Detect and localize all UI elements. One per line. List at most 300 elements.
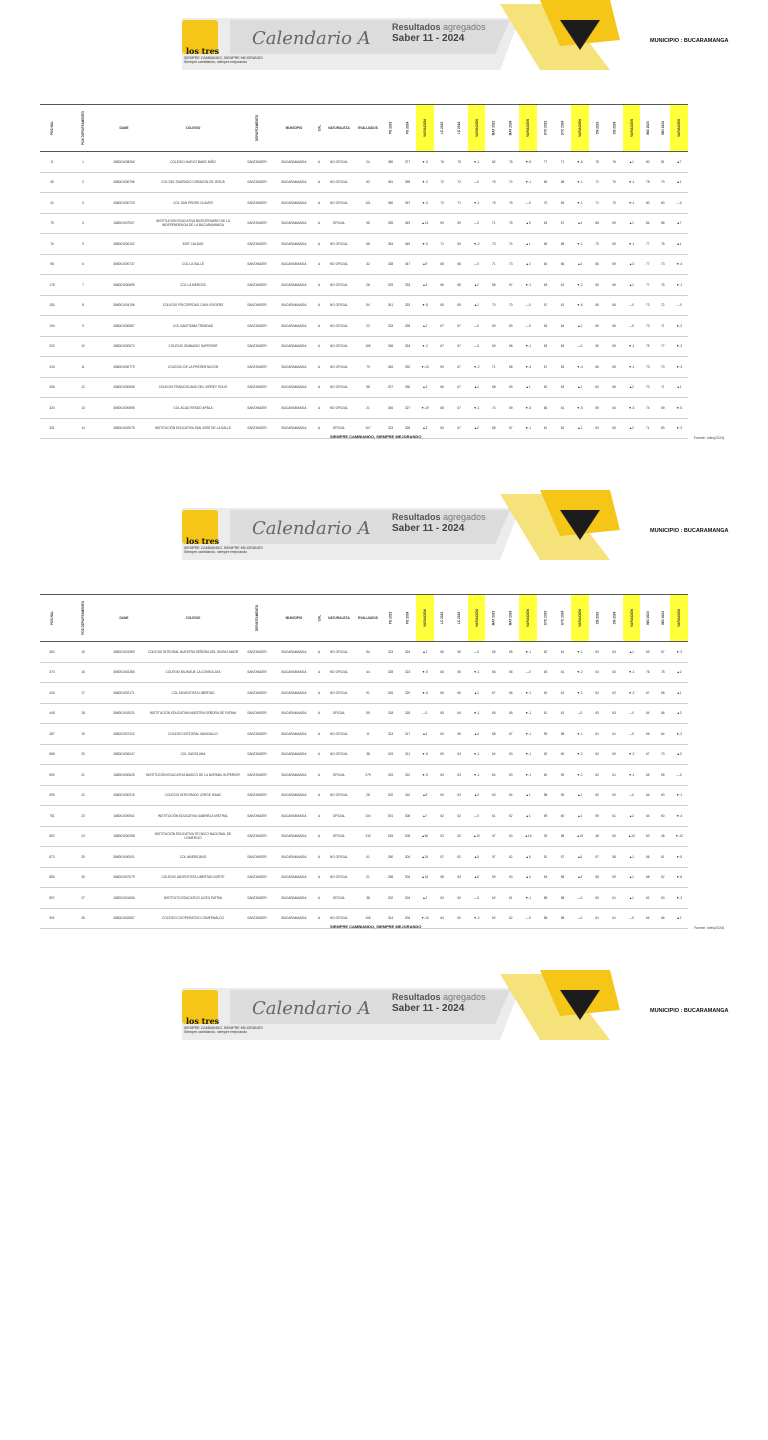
column-header <box>640 105 655 152</box>
table-cell: ▲2 <box>416 316 434 337</box>
calendar-title: Calendario A <box>252 518 371 539</box>
table-cell: ▲4 <box>571 867 589 888</box>
table-cell: 58 <box>537 908 554 929</box>
table-cell: 62 <box>434 806 451 827</box>
municipality-label: MUNICIPIO : BUCARAMANGA <box>650 528 729 534</box>
table-cell: ▲1 <box>519 785 537 806</box>
table-cell: 368001000779 <box>102 357 146 378</box>
table-cell: 91 <box>354 683 382 704</box>
table-cell: —0 <box>623 785 641 806</box>
table-cell: NO OFICIAL <box>324 193 354 214</box>
column-header-label: VARIACIÓN <box>422 609 427 627</box>
table-cell: 74 <box>640 398 655 419</box>
table-cell: 60 <box>640 826 655 847</box>
table-cell: SANTANDER <box>240 254 274 275</box>
table-cell: 5 <box>64 234 102 255</box>
column-header <box>102 105 146 152</box>
table-cell: 58 <box>537 785 554 806</box>
column-header-label: CN 2024 <box>612 121 617 135</box>
table-cell: 69 <box>451 213 468 234</box>
table-cell: ▼-8 <box>416 295 434 316</box>
table-cell: INSTITUCIÓN EDUCATIVA TECNICO NACIONAL DE COMERCIO <box>146 826 240 847</box>
table-cell: BUCARAMANGA <box>274 213 314 234</box>
table-cell: 104 <box>354 806 382 827</box>
column-header <box>468 105 486 152</box>
table-cell: 65 <box>655 765 670 786</box>
column-header <box>64 105 102 152</box>
table-cell: 63 <box>502 867 519 888</box>
table-cell: 336 <box>382 336 399 357</box>
column-header <box>324 595 354 642</box>
column-header-label: ING 2024 <box>660 611 665 625</box>
table-cell: ▼-6 <box>519 152 537 173</box>
column-header-label: MAT 2024 <box>508 610 513 626</box>
table-cell: 314 <box>382 908 399 929</box>
table-cell: 68 <box>485 377 502 398</box>
table-cell: 63 <box>537 275 554 296</box>
table-cell: 64 <box>451 744 468 765</box>
logo-text: los tres <box>186 536 220 546</box>
table-cell: COL SANTA ANA <box>146 744 240 765</box>
column-header <box>655 105 670 152</box>
table-cell: 69 <box>655 398 670 419</box>
column-header-label: VARIACIÓN <box>629 609 634 627</box>
table-cell: 54 <box>354 642 382 663</box>
table-cell: 65 <box>640 765 655 786</box>
table-cell: 323 <box>382 642 399 663</box>
table-cell: NO OFICIAL <box>324 908 354 929</box>
table-cell: 4 <box>64 213 102 234</box>
table-cell: SANTANDER <box>240 357 274 378</box>
table-cell: 61 <box>589 908 606 929</box>
column-header <box>274 595 314 642</box>
table-cell: 60 <box>434 785 451 806</box>
table-cell: 132 <box>354 826 382 847</box>
table-cell: SANTANDER <box>240 295 274 316</box>
table-cell: ▼-1 <box>468 662 486 683</box>
table-cell: 61 <box>485 806 502 827</box>
table-cell: —0 <box>571 908 589 929</box>
results-bold: Resultados <box>392 992 441 1002</box>
table-cell: 320 <box>399 683 416 704</box>
table-cell: 62 <box>537 642 554 663</box>
logo-subtitle: SIEMPRE CAMBIANDO, SIEMPRE MEJORANDO <box>184 56 263 60</box>
table-cell: ▲5 <box>519 213 537 234</box>
table-cell: SANTANDER <box>240 152 274 173</box>
table-cell: ▼-1 <box>571 642 589 663</box>
column-header <box>468 595 486 642</box>
table-cell: ▲1 <box>571 806 589 827</box>
table-cell: 54 <box>354 295 382 316</box>
table-cell: 68 <box>451 254 468 275</box>
column-header <box>64 595 102 642</box>
table-cell: BUCARAMANGA <box>274 254 314 275</box>
table-cell: 14 <box>64 418 102 439</box>
table-cell: BUCARAMANGA <box>274 234 314 255</box>
table-cell: 66 <box>589 316 606 337</box>
table-cell: ▼-5 <box>416 662 434 683</box>
table-cell: ▲2 <box>571 254 589 275</box>
table-cell: A <box>314 254 324 275</box>
table-cell: 304 <box>399 888 416 909</box>
table-cell: BUCARAMANGA <box>274 683 314 704</box>
table-cell: —0 <box>670 193 688 214</box>
table-cell: —0 <box>623 295 641 316</box>
table-cell: 66 <box>655 703 670 724</box>
table-cell: 68 <box>485 724 502 745</box>
table-cell: 62 <box>502 806 519 827</box>
table-cell: ▲2 <box>670 703 688 724</box>
table-cell: ▼-1 <box>468 152 486 173</box>
table-cell: 64 <box>640 785 655 806</box>
column-header <box>485 105 502 152</box>
column-header <box>314 105 324 152</box>
table-cell: 368001006247 <box>102 744 146 765</box>
table-cell: 901 <box>40 908 64 929</box>
page-footer: SIEMPRE CAMBIANDO, SIEMPRE MEJORANDO <box>330 924 422 929</box>
table-cell: 68 <box>502 357 519 378</box>
table-header-row <box>40 595 688 642</box>
table-cell: 333 <box>399 275 416 296</box>
table-row <box>40 744 688 765</box>
table-cell: A <box>314 724 324 745</box>
table-cell: ▲2 <box>623 418 641 439</box>
table-cell: ▲1 <box>623 888 641 909</box>
table-cell: 57 <box>554 847 571 868</box>
table-cell: 66 <box>485 642 502 663</box>
table-cell: 51 <box>537 847 554 868</box>
table-cell: SANTANDER <box>240 398 274 419</box>
table-cell: 76 <box>640 662 655 683</box>
table-cell: 67 <box>502 275 519 296</box>
column-header-label: COLEGIO <box>185 126 201 130</box>
table-cell: 69 <box>606 213 623 234</box>
table-cell: 39 <box>537 826 554 847</box>
table-cell: ▼-2 <box>416 172 434 193</box>
table-cell: 72 <box>451 172 468 193</box>
table-cell: 21 <box>64 765 102 786</box>
table-cell: ▲4 <box>468 724 486 745</box>
table-cell: 326 <box>382 683 399 704</box>
column-header-label: PG 2023 <box>388 611 393 625</box>
table-cell: OFICIAL <box>324 888 354 909</box>
table-cell: 32 <box>354 254 382 275</box>
table-cell: 59 <box>554 765 571 786</box>
table-cell: 24 <box>64 826 102 847</box>
column-header-label: CN 2024 <box>612 611 617 625</box>
table-cell: 308 <box>399 806 416 827</box>
table-cell: 62 <box>451 806 468 827</box>
table-cell: ▲7 <box>416 806 434 827</box>
saber-title: Saber 11 - 2024 <box>392 1003 465 1014</box>
table-cell: 200 <box>40 336 64 357</box>
column-header-label: VARIACIÓN <box>474 119 479 137</box>
table-cell: ▲1 <box>623 213 641 234</box>
table-cell: ▼-6 <box>670 867 688 888</box>
table-cell: ▼-1 <box>519 172 537 193</box>
table-cell: —0 <box>519 193 537 214</box>
table-cell: A <box>314 152 324 173</box>
table-cell: 71 <box>434 234 451 255</box>
table-cell: NO OFICIAL <box>324 275 354 296</box>
column-header-label: MUNICIPIO <box>285 616 303 620</box>
table-cell: 62 <box>434 888 451 909</box>
table-cell: 65 <box>434 703 451 724</box>
table-cell: 62 <box>485 908 502 929</box>
table-cell: 8 <box>40 152 64 173</box>
column-header <box>102 595 146 642</box>
table-cell: ▼-2 <box>623 683 641 704</box>
table-cell: 44 <box>354 662 382 683</box>
table-cell: 668 <box>40 744 64 765</box>
table-cell: 22 <box>354 316 382 337</box>
table-cell: COLEGIO FRANCISCANO DEL VIRREY SOLIS <box>146 377 240 398</box>
column-header <box>324 105 354 152</box>
table-cell: 66 <box>451 683 468 704</box>
table-cell: —0 <box>468 172 486 193</box>
table-cell: —0 <box>571 336 589 357</box>
table-cell: 71 <box>451 193 468 214</box>
table-cell: 70 <box>485 295 502 316</box>
table-cell: 178 <box>40 275 64 296</box>
table-cell: BUCARAMANGA <box>274 724 314 745</box>
table-cell: A <box>314 275 324 296</box>
column-header-label: DEPARTAMENTO <box>254 114 259 142</box>
table-cell: —0 <box>519 662 537 683</box>
table-cell: 61 <box>655 847 670 868</box>
table-row <box>40 703 688 724</box>
table-cell: 79 <box>640 336 655 357</box>
table-cell: ▲1 <box>571 785 589 806</box>
column-header <box>670 595 688 642</box>
table-cell: 73 <box>640 357 655 378</box>
table-cell: 67 <box>451 316 468 337</box>
table-cell: 60 <box>537 765 554 786</box>
column-header <box>606 595 623 642</box>
table-cell: 71 <box>655 377 670 398</box>
header-banner <box>0 0 768 70</box>
table-cell: 331 <box>40 418 64 439</box>
column-header <box>554 105 571 152</box>
table-row <box>40 642 688 663</box>
column-header-label: VARIACIÓN <box>474 609 479 627</box>
table-cell: 70 <box>537 193 554 214</box>
table-row <box>40 847 688 868</box>
table-cell: 28 <box>354 275 382 296</box>
table-cell: 1 <box>64 152 102 173</box>
table-cell: ▲2 <box>623 377 641 398</box>
column-header-label: SYC 2023 <box>543 610 548 626</box>
table-cell: 63 <box>485 785 502 806</box>
table-cell: INSTITUTO EDUCATIVO LICEO PATRIA <box>146 888 240 909</box>
column-header-label: VARIACIÓN <box>629 119 634 137</box>
table-cell: 46 <box>589 826 606 847</box>
table-cell: BUCARAMANGA <box>274 765 314 786</box>
table-cell: 64 <box>606 642 623 663</box>
table-cell: 68 <box>434 398 451 419</box>
table-cell: 64 <box>434 765 451 786</box>
table-cell: 64 <box>485 744 502 765</box>
table-cell: 380 <box>382 152 399 173</box>
table-cell: 54 <box>537 867 554 888</box>
table-cell: 23 <box>64 806 102 827</box>
table-cell: 368001002078 <box>102 418 146 439</box>
table-cell: ▼-2 <box>468 357 486 378</box>
column-header-label: EVALUADOS <box>358 616 378 620</box>
table-cell: 326 <box>399 418 416 439</box>
table-cell: SANTANDER <box>240 806 274 827</box>
table-cell: 66 <box>554 254 571 275</box>
column-header-label: DEPARTAMENTO <box>254 604 259 632</box>
table-cell: ▲60 <box>416 826 434 847</box>
results-table <box>40 104 688 439</box>
table-cell: 65 <box>434 418 451 439</box>
table-cell: COLEGIO GIMNASIO SUPERIOR <box>146 336 240 357</box>
logo-subtitle: SIEMPRE CAMBIANDO, SIEMPRE MEJORANDO <box>184 1026 263 1030</box>
table-cell: 61 <box>554 295 571 316</box>
table-cell: 168001001606 <box>102 888 146 909</box>
table-cell: 64 <box>589 377 606 398</box>
table-cell: 67 <box>537 357 554 378</box>
table-cell: 67 <box>502 418 519 439</box>
table-cell: 72 <box>655 295 670 316</box>
table-cell: BUCARAMANGA <box>274 336 314 357</box>
table-cell: ▲14 <box>416 213 434 234</box>
logo-text: los tres <box>186 1016 220 1026</box>
table-row <box>40 662 688 683</box>
table-cell: 52 <box>434 826 451 847</box>
table-cell: 58 <box>434 867 451 888</box>
table-cell: ▼-1 <box>468 398 486 419</box>
table-cell: ▲1 <box>623 847 641 868</box>
table-cell: 327 <box>399 398 416 419</box>
table-cell: 63 <box>502 765 519 786</box>
table-cell: 360 <box>382 193 399 214</box>
table-cell: 69 <box>606 254 623 275</box>
table-cell: 64 <box>655 724 670 745</box>
table-cell: ▼-1 <box>623 172 641 193</box>
table-cell: 66 <box>589 254 606 275</box>
municipality-label: MUNICIPIO : BUCARAMANGA <box>650 1008 729 1014</box>
column-header <box>571 105 589 152</box>
table-cell: COLEGIO BILINGUE LA CONSOLATA <box>146 662 240 683</box>
table-cell: 65 <box>606 418 623 439</box>
column-header-label: NATURALEZA <box>328 616 350 620</box>
table-cell: 374 <box>40 662 64 683</box>
column-header-label: MAT 2023 <box>491 120 496 136</box>
table-cell: 66 <box>606 316 623 337</box>
table-cell: SANTANDER <box>240 908 274 929</box>
table-cell: 62 <box>502 847 519 868</box>
table-cell: 310 <box>399 785 416 806</box>
column-header-label: VARIACIÓN <box>577 119 582 137</box>
header-banner <box>0 970 768 1040</box>
table-cell: 21 <box>354 867 382 888</box>
table-cell: 68 <box>485 275 502 296</box>
column-header <box>502 595 519 642</box>
table-cell: A <box>314 703 324 724</box>
table-cell: 106 <box>354 336 382 357</box>
table-cell: 69 <box>589 398 606 419</box>
column-header <box>146 105 240 152</box>
table-row <box>40 683 688 704</box>
table-cell: 82 <box>485 152 502 173</box>
column-header-label: CN 2023 <box>595 121 600 135</box>
table-cell: 15 <box>64 642 102 663</box>
table-cell: 64 <box>640 806 655 827</box>
column-header <box>240 105 274 152</box>
table-cell: 66 <box>434 275 451 296</box>
table-row <box>40 357 688 378</box>
table-cell: ▲1 <box>670 683 688 704</box>
table-cell: A <box>314 867 324 888</box>
table-cell: 245 <box>382 826 399 847</box>
table-cell: ▲1 <box>670 377 688 398</box>
table-cell: 751 <box>40 806 64 827</box>
table-cell: SANTANDER <box>240 703 274 724</box>
report-header <box>0 0 768 70</box>
table-cell: 63 <box>589 642 606 663</box>
column-header-label: POS DEPARTAMENTO <box>80 600 85 636</box>
table-cell: NO OFICIAL <box>324 234 354 255</box>
table-cell: 368001000737 <box>102 254 146 275</box>
table-cell: 67 <box>434 316 451 337</box>
table-cell: 168001000258 <box>102 826 146 847</box>
column-header-label: MAT 2023 <box>491 610 496 626</box>
column-header <box>382 105 399 152</box>
table-cell: 65 <box>589 275 606 296</box>
table-cell: NO OFICIAL <box>324 336 354 357</box>
table-cell: INSTITUCIÓN EDUCATIVA NUESTRA SEÑORA DE FATIMA <box>146 703 240 724</box>
table-cell: A <box>314 213 324 234</box>
table-cell: ▲1 <box>571 377 589 398</box>
table-cell: COLEGIO INTEGRAL MAGDALLO <box>146 724 240 745</box>
table-cell: 368001000656 <box>102 377 146 398</box>
column-header <box>606 105 623 152</box>
column-header-label: CAL <box>317 124 321 132</box>
table-cell: ▲1 <box>623 275 641 296</box>
table-cell: SANTANDER <box>240 826 274 847</box>
table-cell: ▲2 <box>468 275 486 296</box>
table-cell: 65 <box>434 683 451 704</box>
table-cell: ▲1 <box>468 295 486 316</box>
table-cell: 368001002365 <box>102 662 146 683</box>
table-row <box>40 316 688 337</box>
table-cell: ▼-1 <box>468 744 486 765</box>
table-cell: NO OFICIAL <box>324 377 354 398</box>
column-header-label: NATURALEZA <box>328 126 350 130</box>
column-header <box>537 595 554 642</box>
report-page <box>0 490 768 960</box>
table-cell: 67 <box>485 683 502 704</box>
table-cell: BUCARAMANGA <box>274 826 314 847</box>
table-cell: 58 <box>554 867 571 888</box>
table-cell: BUCARAMANGA <box>274 662 314 683</box>
table-cell: ▲1 <box>468 377 486 398</box>
table-cell: —0 <box>468 336 486 357</box>
table-cell: 42 <box>40 193 64 214</box>
table-cell: ▼-2 <box>670 888 688 909</box>
column-header-label: VARIACIÓN <box>677 119 682 137</box>
table-cell: BUCARAMANGA <box>274 806 314 827</box>
table-cell: 69 <box>451 295 468 316</box>
column-header <box>537 105 554 152</box>
column-header-label: MUNICIPIO <box>285 126 303 130</box>
table-cell: OFICIAL <box>324 418 354 439</box>
table-cell: SANTANDER <box>240 765 274 786</box>
table-cell: ▼-13 <box>416 357 434 378</box>
table-cell: 24 <box>354 152 382 173</box>
